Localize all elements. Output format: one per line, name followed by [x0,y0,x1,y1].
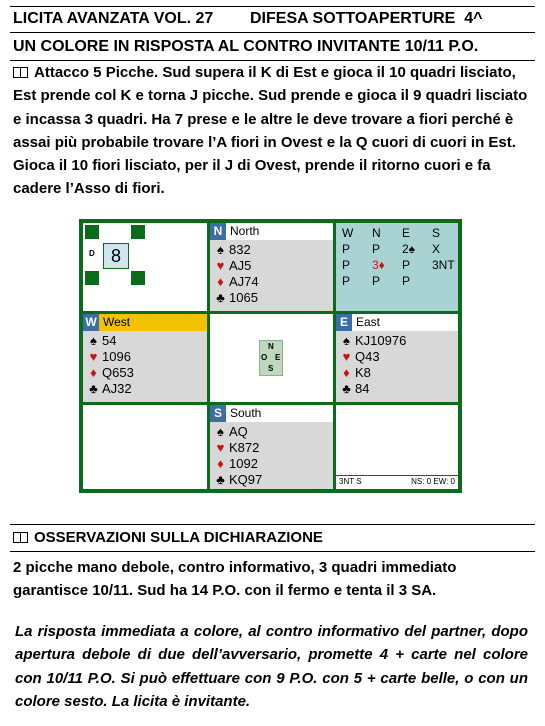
south-hand [210,405,333,489]
north-header [210,223,333,240]
west-clubs: AJ32 [102,381,132,396]
east-diamonds: K8 [355,365,371,380]
south-seat-letter: S [210,405,226,422]
south-hearts: K872 [229,440,260,455]
spade-icon: ♠ [343,333,350,348]
header-title-right: DIFESA SOTTOAPERTURE 4^ [250,10,483,27]
club-icon: ♣ [89,381,98,396]
east-hearts: Q43 [355,349,380,364]
east-seat-letter: E [336,314,352,331]
bridge-board [79,219,462,493]
south-diamonds: 1092 [229,456,258,471]
bid-cell: 3NT [432,258,455,272]
spade-icon: ♠ [217,242,224,257]
book-icon [13,67,28,78]
top-rule [10,6,535,7]
empty-cell [83,405,207,489]
bid-cell: P [342,242,351,256]
observations-note: La risposta immediata a colore, al contro informativo del partner, dopo apertura debole di due dell’avversario, promette 4 + carte nel colore con 10/11 P.O. Si può effettuare con 9 P.O. con 5 + carte belle, o con un colore sesto. La licita è invitante. [15,623,528,710]
heart-icon: ♥ [89,349,98,364]
result-cell [336,405,458,489]
bid-cell: P [372,274,381,288]
bid-header-n: N [372,226,381,240]
board-info-cell [83,223,207,311]
bid-cell: P [342,258,351,272]
bid-header-w: W [342,226,354,240]
north-spades: 832 [229,242,251,257]
diamond-icon: ♦ [343,365,350,380]
observations-title [13,529,323,546]
heart-icon: ♥ [216,258,225,273]
north-diamonds: AJ74 [229,274,259,289]
north-clubs: 1065 [229,290,258,305]
bid-header-s: S [432,226,441,240]
north-hearts: AJ5 [229,258,252,273]
compass-south: S [268,364,274,373]
table-center [210,314,333,402]
east-name: East [356,315,381,329]
board-number: 8 [103,243,129,269]
west-hand [83,314,207,402]
heart-icon: ♥ [342,349,351,364]
bid-cell: P [372,242,381,256]
observations-top-rule [10,524,535,525]
footer-contract: 3NT S [339,477,362,486]
west-name: West [103,315,131,329]
west-spades: 54 [102,333,117,348]
compass-west: O [261,353,268,362]
diamond-icon: ♦ [90,365,97,380]
north-hand [210,223,333,311]
bid-header-e: E [402,226,411,240]
south-name: South [230,406,262,420]
bid-cell: 3♦ [372,258,385,272]
east-spades: KJ10976 [355,333,407,348]
compass-icon [259,340,283,376]
bid-cell: P [402,258,411,272]
header-subtitle: UN COLORE IN RISPOSTA AL CONTRO INVITANTE 10/11 P.O. [13,38,479,55]
south-header [210,405,333,422]
south-spades: AQ [229,424,248,439]
west-header [83,314,207,331]
north-name: North [230,224,260,238]
board-number-frame [85,225,145,285]
club-icon: ♣ [216,290,225,305]
east-header [336,314,458,331]
diamond-icon: ♦ [217,456,224,471]
book-icon [13,532,28,543]
dealer-label: D [89,249,95,258]
club-icon: ♣ [216,472,225,487]
observations-title-text: OSSERVAZIONI SULLA DICHIARAZIONE [34,529,323,546]
bid-cell: X [432,242,441,256]
club-icon: ♣ [342,381,351,396]
observations-paragraph: 2 picche mano debole, contro informativo, 3 quadri immediato garantisce 10/11. Sud ha 14 P.O. con il fermo e tenta il 3 SA. [13,559,457,600]
west-diamonds: Q653 [102,365,134,380]
spade-icon: ♠ [217,424,224,439]
south-clubs: KQ97 [229,472,263,487]
west-seat-letter: W [83,314,99,331]
bid-cell: P [402,274,411,288]
compass-north: N [268,342,274,351]
east-clubs: 84 [355,381,370,396]
heart-icon: ♥ [216,440,225,455]
footer-score: NS: 0 EW: 0 [411,477,455,486]
observations-bottom-rule [10,551,535,552]
spade-icon: ♠ [90,333,97,348]
east-hand [336,314,458,402]
lead-paragraph-text: Attacco 5 Picche. Sud supera il K di Est e gioca il 10 quadri lisciato, Est prende col K e torna J picche. Sud prende e gioca il 9 quadri lisciato e incassa 3 quadri. Ha 7 prese e le altre le deve trovare a fiori perché è assai più probabile trovare l’A fiori in Ovest e la Q cuori di cuori in Est. Gioca il 10 fiori lisciato, per il J di Ovest, prende il ritorno cuori e fa cadere l’Asso di fiori. [13,64,528,198]
header-rule [10,32,535,33]
west-hearts: 1096 [102,349,131,364]
bidding-table [336,223,458,311]
compass-east: E [275,353,281,362]
bid-cell: 2♠ [402,242,416,256]
bid-cell: P [342,274,351,288]
header-title-left: LICITA AVANZATA VOL. 27 [13,10,214,27]
diamond-icon: ♦ [217,274,224,289]
north-seat-letter: N [210,223,226,240]
lead-paragraph [13,61,533,201]
result-footer [336,475,458,489]
